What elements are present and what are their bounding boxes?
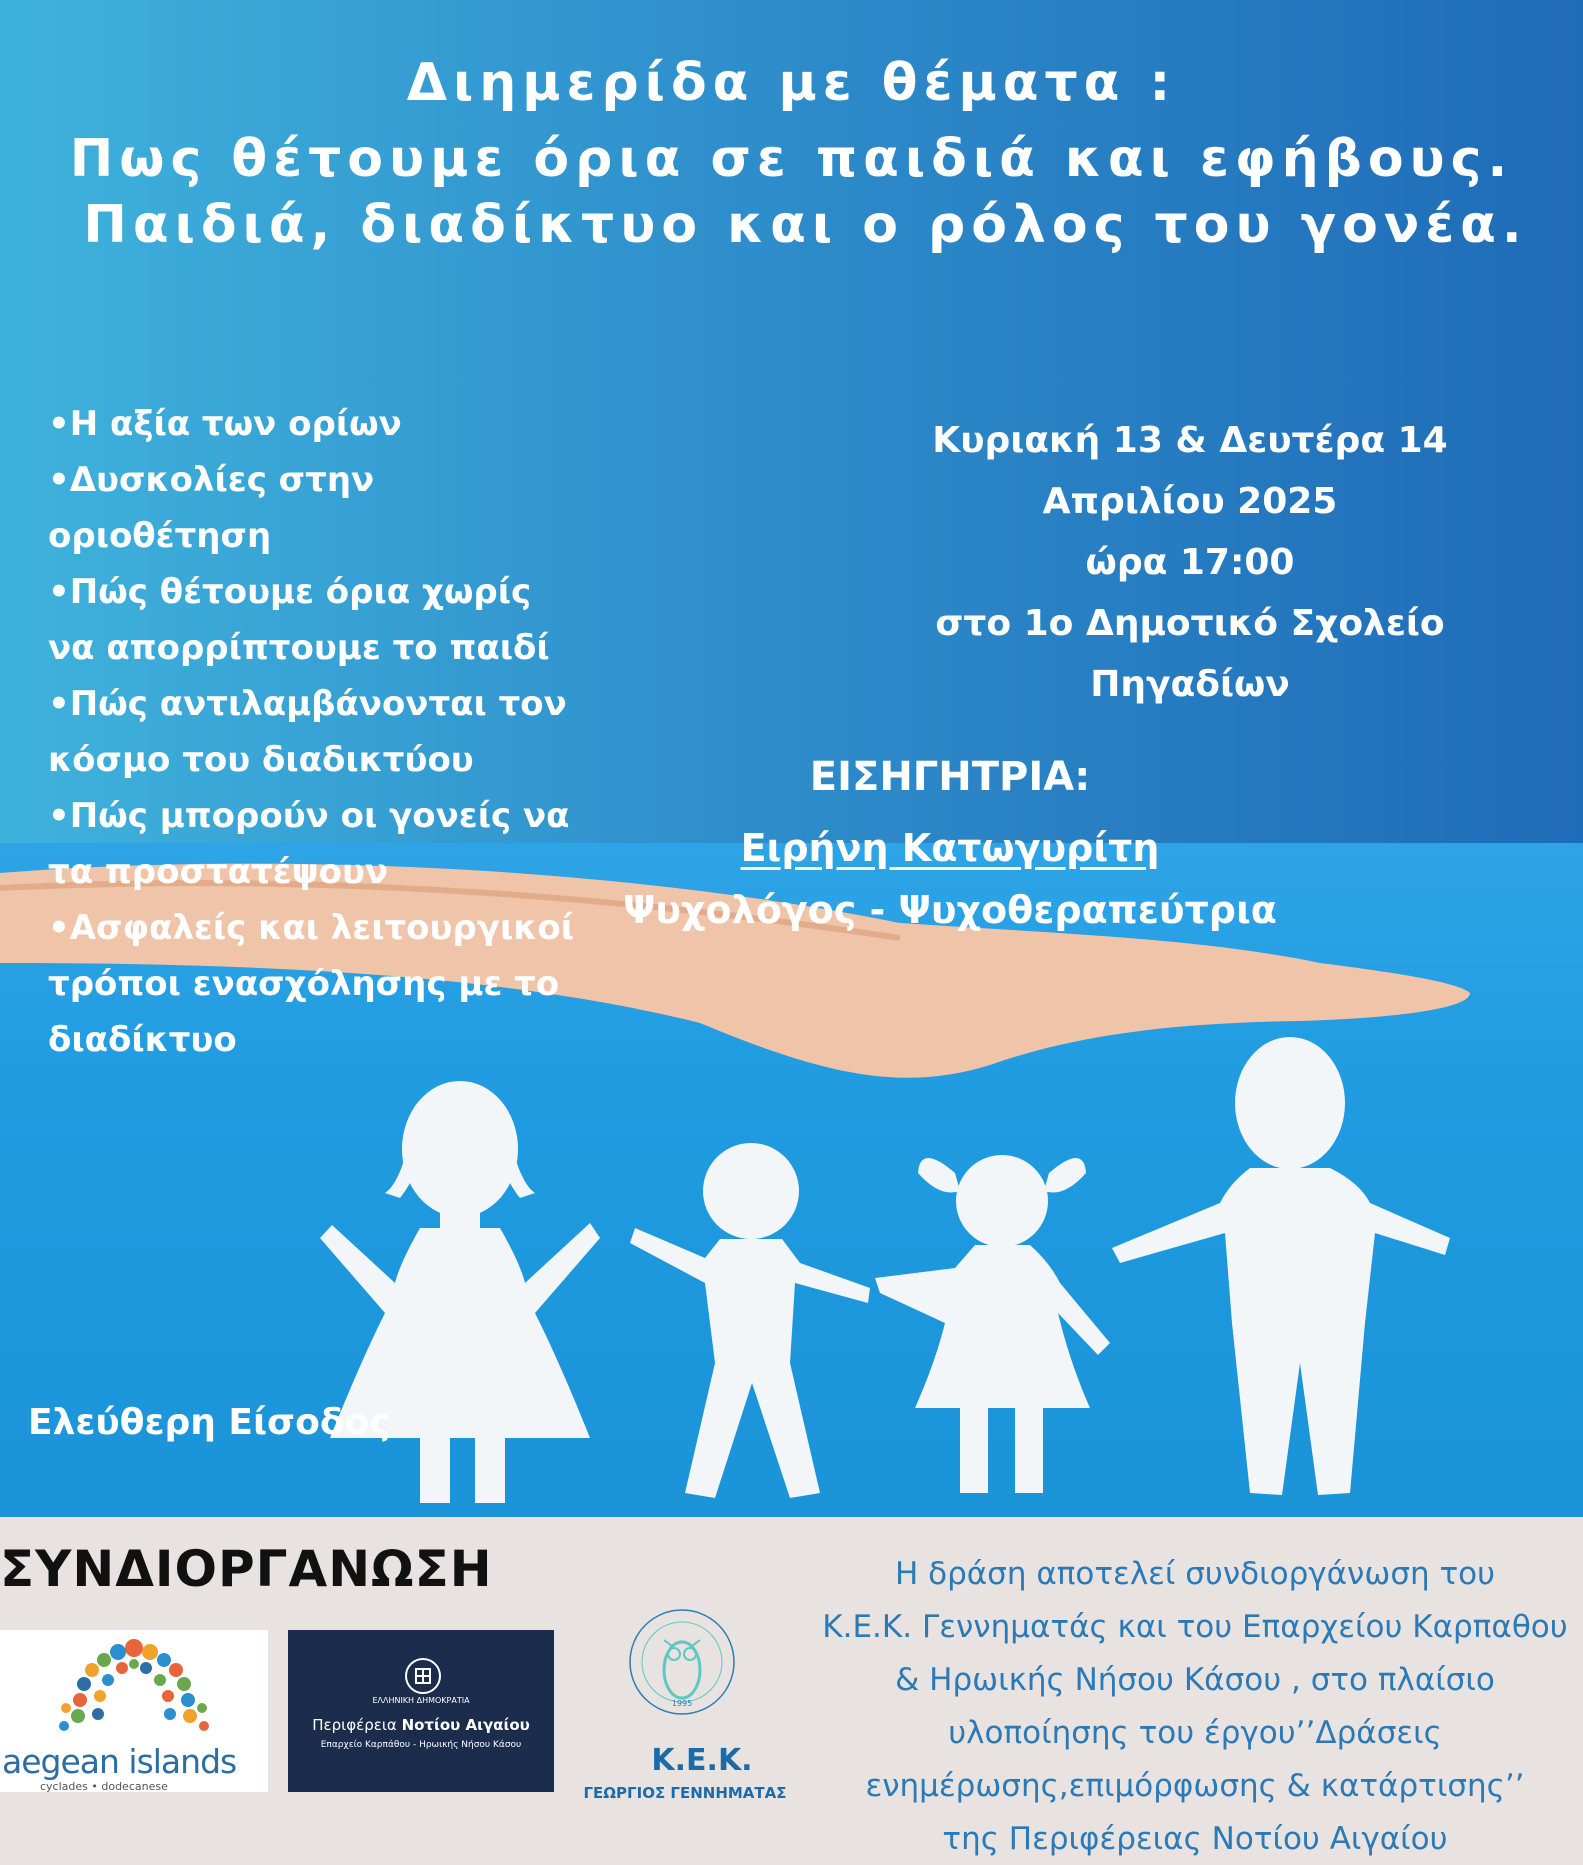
kek-logo-subtitle: ΓΕΩΡΓΙΟΣ ΓΕΝΝΗΜΑΤΑΣ [583,1784,787,1802]
region-logo-republic: ΕΛΛΗΝΙΚΗ ΔΗΜΟΚΡΑΤΙΑ [372,1696,470,1705]
topic-line: •Πώς αντιλαμβάνονται τον [48,684,567,724]
aegean-logo-subtitle: cyclades • dodecanese [40,1780,168,1793]
free-entry-label: Ελεύθερη Είσοδος [28,1402,391,1443]
description-line: της Περιφέρειας Νοτίου Αιγαίου [942,1821,1448,1857]
page-title-line-2: Πως θέτουμε όρια σε παιδιά και εφήβους. [69,129,1514,189]
speaker-role: Ψυχολόγος - Ψυχοθεραπεύτρια [623,888,1277,932]
topic-line: •Πώς θέτουμε όρια χωρίς [48,572,532,612]
owl-logo-icon [622,1582,742,1752]
topic-line: να απορρίπτουμε το παιδί [48,628,550,668]
event-venue-town: Πηγαδίων [1090,664,1290,705]
kek-year: 1995 [671,1699,693,1708]
event-time: ώρα 17:00 [1085,542,1295,583]
topic-line: •Δυσκολίες στην [48,460,375,500]
topic-line: τρόποι ενασχόλησης με το [48,964,560,1004]
description-line: ενημέρωσης,επιμόρφωσης & κατάρτισης’’ [865,1768,1525,1804]
region-logo-name [288,1716,554,1734]
description-line: Κ.Ε.Κ. Γεννηματάς και του Επαρχείου Καρπαθου [822,1609,1568,1645]
topic-line: •Ασφαλείς και λειτουργικοί [48,908,574,948]
aegean-islands-logo [0,1630,268,1792]
footer-description [800,1548,1583,1865]
description-line: & Ηρωικής Νήσου Κάσου , στο πλαίσιο [895,1662,1495,1698]
region-logo-name-bold: Νοτίου Αιγαίου [401,1716,530,1734]
event-dates: Κυριακή 13 & Δευτέρα 14 [932,420,1448,461]
speaker-heading: ΕΙΣΗΓΗΤΡΙΑ: [809,754,1091,800]
description-line: υλοποίησης του έργου’’Δράσεις [948,1715,1442,1751]
topic-line: τα προστατέψουν [48,852,389,892]
event-month-year: Απριλίου 2025 [1042,481,1338,522]
page-title-line-1: Διημερίδα με θέματα : [406,53,1177,113]
greek-emblem-icon [405,1658,441,1694]
event-venue: στο 1ο Δημοτικό Σχολείο [935,603,1445,644]
description-line: Η δράση αποτελεί συνδιοργάνωση του [894,1556,1496,1592]
speaker-name-text: Ειρήνη Κατωγυρίτη [740,826,1160,870]
aegean-dots-arch-icon [0,1630,268,1740]
event-details [880,410,1500,715]
topic-line: •Η αξία των ορίων [48,404,402,444]
topic-line: •Πώς μπορούν οι γονείς να [48,796,570,836]
aegean-logo-name: aegean islands [2,1742,237,1781]
south-aegean-region-logo [288,1630,554,1792]
speaker-name [650,826,1250,870]
coorganization-heading: ΣΥΝΔΙΟΡΓΑΝΩΣΗ [0,1540,493,1598]
topic-line: οριοθέτηση [48,516,272,556]
topics-list [48,396,608,1068]
kek-logo-label: Κ.Ε.Κ. [651,1743,753,1778]
region-logo-subtitle: Επαρχείο Καρπάθου - Ηρωικής Νήσου Κάσου [320,1740,522,1750]
topic-line: διαδίκτυο [48,1020,237,1060]
region-logo-name-plain: Περιφέρεια [312,1716,402,1734]
page-title-line-3: Παιδιά, διαδίκτυο και ο ρόλος του γονέα. [83,195,1528,255]
topic-line: κόσμο του διαδικτύου [48,740,474,780]
